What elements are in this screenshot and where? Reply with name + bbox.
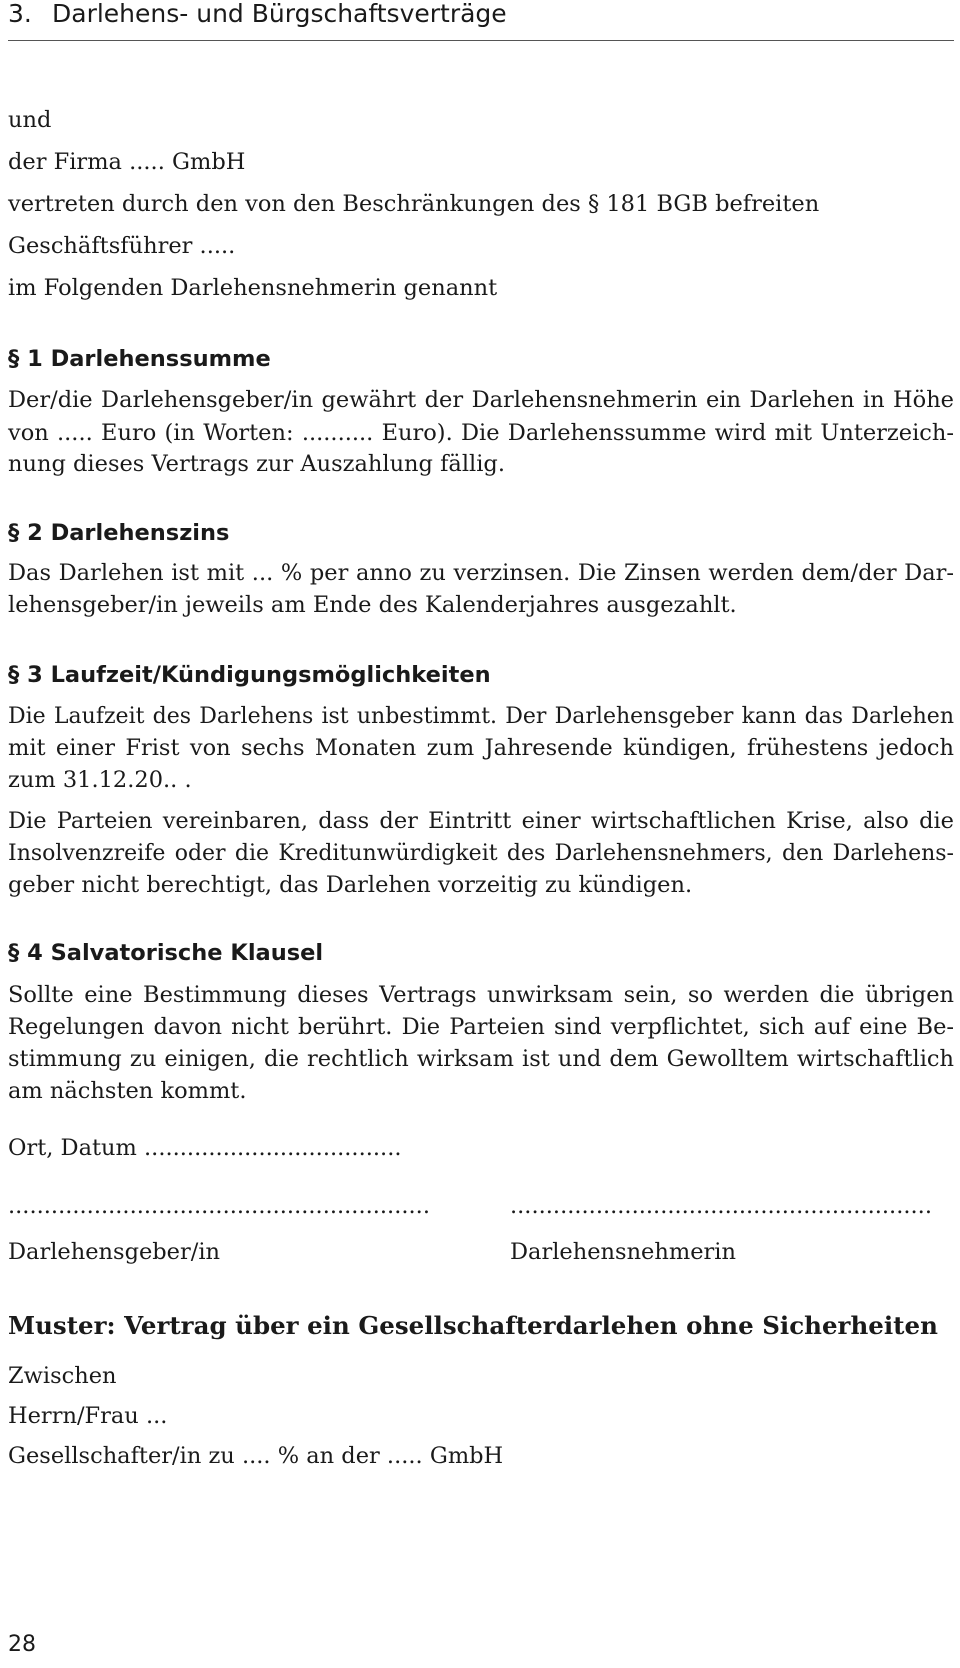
paragraph-line: stimmung zu einigen, die rechtlich wirksam ist und dem Gewolltem wirtschaftlich <box>8 1046 954 1072</box>
intro-line: vertreten durch den von den Beschränkungen des § 181 BGB befreiten <box>8 191 820 217</box>
paragraph-line: mit einer Frist von sechs Monaten zum Jahresende kündigen, frühestens jedoch <box>8 735 954 761</box>
intro-line: im Folgenden Darlehensnehmerin genannt <box>8 275 498 301</box>
paragraph-line: Der/die Darlehensgeber/in gewährt der Darlehensnehmerin ein Darlehen in Höhe <box>8 387 954 413</box>
section-heading: § 2 Darlehenszins <box>8 520 230 546</box>
paragraph-line: Die Parteien vereinbaren, dass der Eintritt einer wirtschaftlichen Krise, also die <box>8 808 954 834</box>
chapter-title: Darlehens- und Bürgschaftsverträge <box>52 0 507 28</box>
signature-label-right: Darlehensnehmerin <box>510 1239 736 1265</box>
chapter-header <box>8 0 954 41</box>
paragraph-line: zum 31.12.20.. . <box>8 767 192 793</box>
model-line: Herrn/Frau ... <box>8 1403 168 1429</box>
signature-line-left: ........................................................... <box>8 1193 430 1219</box>
paragraph-line: nung dieses Vertrags zur Auszahlung fällig. <box>8 451 505 477</box>
signature-label-left: Darlehensgeber/in <box>8 1239 221 1265</box>
paragraph-line: am nächsten kommt. <box>8 1078 247 1104</box>
paragraph-line: geber nicht berechtigt, das Darlehen vorzeitig zu kündigen. <box>8 872 693 898</box>
paragraph-line: lehensgeber/in jeweils am Ende des Kalenderjahres ausgezahlt. <box>8 592 737 618</box>
model-line: Zwischen <box>8 1363 117 1389</box>
section-heading: § 4 Salvatorische Klausel <box>8 940 324 966</box>
intro-line: Geschäftsführer ..... <box>8 233 236 259</box>
intro-line: und <box>8 107 52 133</box>
place-date-line: Ort, Datum .................................... <box>8 1135 402 1161</box>
page-number: 28 <box>8 1632 36 1657</box>
intro-line: der Firma ..... GmbH <box>8 149 246 175</box>
paragraph-line: Die Laufzeit des Darlehens ist unbestimmt. Der Darlehensgeber kann das Darlehen <box>8 704 954 729</box>
paragraph-line: Das Darlehen ist mit ... % per anno zu verzinsen. Die Zinsen werden dem/der Dar- <box>8 560 954 586</box>
section-heading: § 3 Laufzeit/Kündigungsmöglichkeiten <box>8 662 491 688</box>
paragraph-line: Insolvenzreife oder die Kreditunwürdigkeit des Darlehensnehmers, den Darlehens- <box>8 841 954 866</box>
model-line: Gesellschafter/in zu .... % an der ..... GmbH <box>8 1443 504 1469</box>
section-heading: § 1 Darlehenssumme <box>8 346 271 372</box>
chapter-number: 3. <box>8 0 32 28</box>
paragraph-line: von ..... Euro (in Worten: .......... Euro). Die Darlehenssumme wird mit Unterzeich- <box>8 420 954 446</box>
signature-line-right: ........................................................... <box>510 1193 932 1219</box>
paragraph-line: Sollte eine Bestimmung dieses Vertrags unwirksam sein, so werden die übrigen <box>8 982 954 1008</box>
paragraph-line: Regelungen davon nicht berührt. Die Parteien sind verpflichtet, sich auf eine Be- <box>8 1014 954 1040</box>
model-contract-title: Muster: Vertrag über ein Gesellschafterdarlehen ohne Sicherheiten <box>8 1311 938 1340</box>
